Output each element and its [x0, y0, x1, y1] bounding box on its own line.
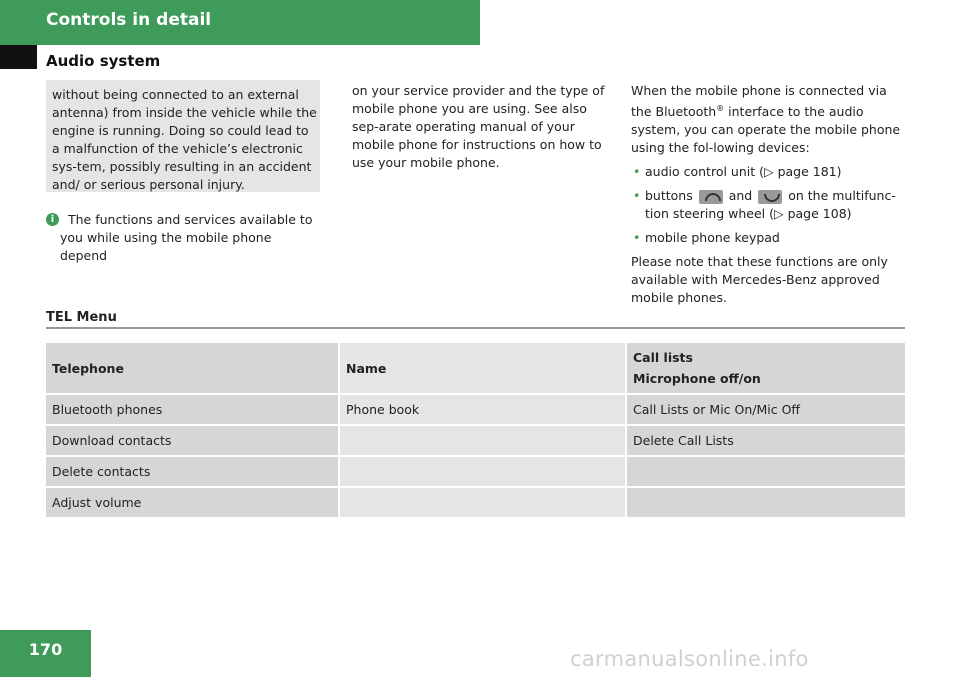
phone-accept-icon [699, 190, 723, 204]
approval-note: Please note that these functions are only available with Mercedes-Benz approved mobile phones. [631, 254, 888, 306]
header-call-lists: Call lists Microphone off/on [625, 343, 905, 395]
table-row: Delete contacts [46, 457, 905, 488]
table-header-row [46, 343, 905, 395]
phone-end-icon [758, 190, 782, 204]
watermark: carmanualsonline.info [570, 647, 809, 671]
page-number: 170 [28, 640, 63, 659]
chapter-title: Controls in detail [46, 10, 212, 30]
table-row: Download contacts Delete Call Lists [46, 426, 905, 457]
column-3 [631, 82, 911, 307]
info-line-2: you while using the mobile phone depend [60, 230, 272, 263]
tel-menu-title: TEL Menu [46, 310, 117, 325]
intro-text: When the mobile phone is connected via the Bluetooth® interface to the audio system, you can operate the mobile phone using the fol-lowing devices: [631, 83, 901, 156]
table-row: Adjust volume [46, 488, 905, 519]
info-note [46, 211, 320, 265]
table-row: Bluetooth phones Phone book Call Lists or Mic On/Mic Off [46, 395, 905, 426]
info-line-1: The functions and services available to [68, 212, 313, 227]
section-title: Audio system [46, 52, 161, 70]
section-marker [0, 45, 37, 69]
info-icon: i [46, 213, 59, 226]
bullet-audio-control: • audio control unit (▷ page 181) [631, 163, 911, 181]
header-telephone: Telephone [46, 343, 338, 395]
column-2-text: on your service provider and the type of mobile phone you are using. See also sep-arate operating manual of your mobile phone for instructions on how to use your mobile phone. [352, 83, 605, 170]
warning-text: without being connected to an external antenna) from inside the vehicle while the engine is running. Doing so could lead to a malfunction of the vehicle’s electronic sys-tem, possibly resulting in an accident and/ or serious personal injury. [52, 87, 317, 192]
bullet-keypad: • mobile phone keypad [631, 229, 911, 247]
header-name: Name [338, 343, 625, 395]
divider [46, 327, 905, 329]
bullet-steering-buttons: • buttons and on the multifunc-tion steering wheel (▷ page 108) [631, 187, 911, 223]
tel-menu-table [46, 343, 905, 519]
